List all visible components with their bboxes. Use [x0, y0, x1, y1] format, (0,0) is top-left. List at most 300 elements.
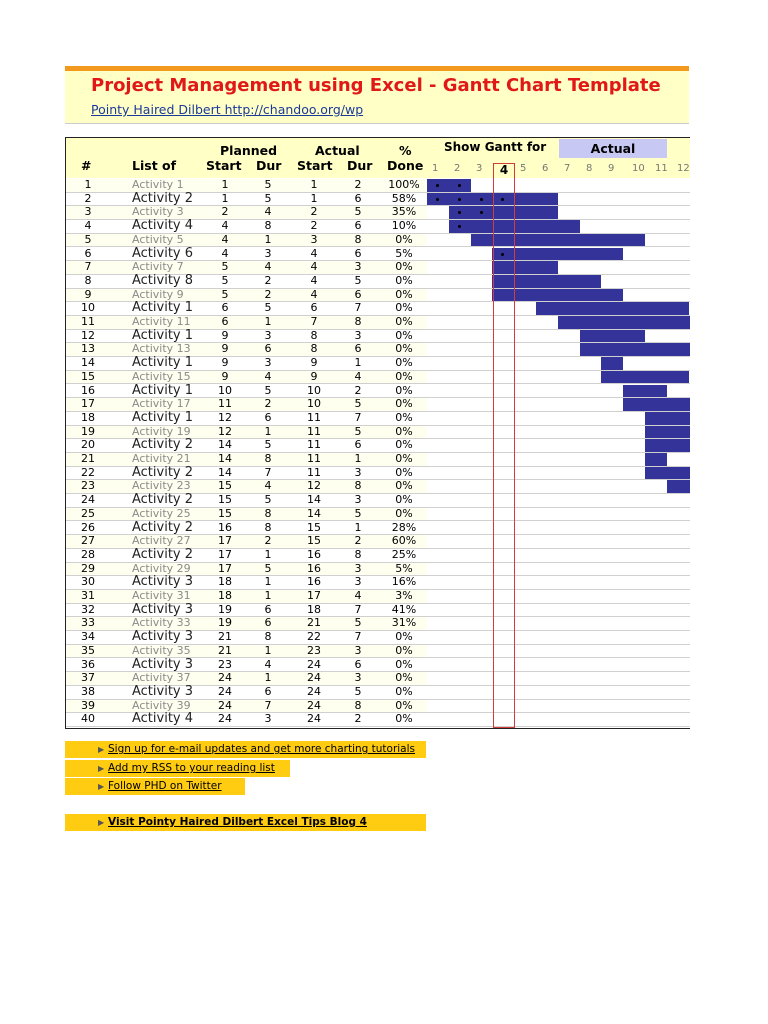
planned-duration: 7: [264, 698, 272, 712]
row-background: [66, 316, 427, 329]
percent-done: 0%: [395, 287, 413, 301]
planned-start: 12: [218, 410, 232, 424]
planned-duration: 5: [264, 438, 272, 452]
planned-duration: 1: [264, 315, 272, 328]
activity-name: Activity 37: [132, 671, 191, 685]
row-background: [66, 409, 427, 425]
arrow-right-icon: ▶: [98, 782, 105, 791]
actual-start: 11: [307, 452, 321, 465]
actual-duration: 3: [354, 643, 362, 657]
period-number: 1: [432, 163, 439, 174]
planned-duration: 5: [264, 191, 272, 205]
table-row: [66, 601, 690, 618]
planned-start: 16: [218, 520, 232, 534]
period-number: 7: [564, 163, 571, 174]
table-row: [66, 409, 690, 426]
planned-duration: 6: [264, 342, 272, 356]
page-header: [65, 71, 689, 123]
row-background: [66, 631, 427, 644]
percent-done: 0%: [395, 328, 413, 342]
row-number: 23: [81, 479, 95, 493]
activity-name: Activity 2: [132, 492, 194, 508]
actual-duration: 7: [354, 630, 362, 644]
blog-link[interactable]: Visit Pointy Haired Dilbert Excel Tips Blog 4: [108, 816, 367, 828]
row-number: 38: [81, 684, 95, 698]
planned-start: 9: [221, 328, 229, 342]
row-background: [66, 261, 427, 274]
percent-done: 0%: [395, 479, 413, 493]
activity-name: Activity 1: [132, 327, 194, 343]
actual-start: 4: [310, 246, 318, 260]
twitter-button[interactable]: [65, 778, 245, 795]
row-background: [66, 519, 427, 535]
actual-header: Actual: [315, 143, 360, 158]
period-number: 8: [586, 163, 593, 174]
planned-start: 17: [218, 534, 232, 548]
activity-name: Activity 2: [132, 464, 194, 480]
row-background: [66, 713, 427, 726]
email-signup-button[interactable]: [65, 741, 426, 758]
actual-start: 14: [307, 493, 321, 507]
actual-duration: 5: [354, 684, 362, 698]
row-background: [66, 371, 427, 384]
planned-duration: 3: [264, 356, 272, 370]
activity-name: Activity 31: [132, 589, 191, 602]
actual-duration: 5: [354, 506, 362, 520]
row-background: [66, 272, 427, 288]
row-background: [66, 683, 427, 699]
planned-start: 2: [221, 205, 229, 219]
percent-done: 16%: [391, 575, 417, 589]
actual-start: 14: [307, 506, 321, 520]
actual-duration: 8: [354, 315, 362, 328]
row-number: 18: [81, 410, 95, 424]
actual-duration: 8: [354, 698, 362, 712]
activity-name: Activity 23: [132, 479, 191, 493]
percent-done: 0%: [395, 684, 413, 698]
activity-name: Activity 2: [132, 546, 194, 562]
percent-done: 0%: [395, 424, 413, 438]
table-row: [66, 302, 690, 316]
activity-name: Activity 35: [132, 643, 191, 657]
table-row: [66, 713, 690, 727]
row-number: 15: [81, 369, 95, 383]
row-background: [66, 601, 427, 617]
email-signup-link[interactable]: Sign up for e-mail updates and get more charting tutorials: [108, 743, 416, 755]
planned-start: 6: [221, 301, 229, 315]
actual-start: 24: [307, 698, 321, 712]
activity-name: Activity 4: [132, 711, 194, 727]
activity-name: Activity 1: [132, 409, 194, 425]
percent-done: 0%: [395, 452, 413, 465]
row-background: [66, 645, 427, 658]
activity-name: Activity 8: [132, 272, 194, 288]
row-background: [66, 464, 427, 480]
activity-name: Activity 39: [132, 698, 191, 712]
table-row: [66, 546, 690, 563]
actual-start: 16: [307, 575, 321, 589]
actual-start: 18: [307, 602, 321, 616]
activity-name: Activity 11: [132, 315, 191, 328]
percent-done: 0%: [395, 438, 413, 452]
row-background: [66, 382, 427, 398]
row-background: [66, 302, 427, 315]
actual-start: 8: [310, 328, 318, 342]
table-row: [66, 464, 690, 481]
planned-start: 5: [221, 287, 229, 301]
row-number: 22: [81, 465, 95, 479]
actual-start: 24: [307, 684, 321, 698]
list-col-header: List of: [132, 158, 177, 173]
row-background: [66, 590, 427, 603]
row-number: 40: [81, 712, 95, 726]
planned-start: 5: [221, 273, 229, 287]
table-row: [66, 245, 690, 262]
planned-duration: 6: [264, 410, 272, 424]
gantt-mode-select[interactable]: Actual: [559, 139, 667, 158]
actual-duration: 3: [354, 493, 362, 507]
planned-duration: 1: [264, 547, 272, 561]
actual-start: 4: [310, 260, 318, 274]
percent-done: 0%: [395, 506, 413, 520]
actual-start: 24: [307, 712, 321, 726]
page-title: Project Management using Excel - Gantt Chart Template: [91, 75, 661, 96]
table-row: [66, 327, 690, 344]
rss-button[interactable]: [65, 760, 290, 777]
actual-duration: 8: [354, 232, 362, 246]
actual-start: 24: [307, 657, 321, 671]
percent-done: 28%: [391, 520, 417, 534]
activity-name: Activity 9: [132, 287, 184, 301]
activity-name: Activity 15: [132, 369, 191, 383]
planned-start: 18: [218, 575, 232, 589]
gantt-bar: [601, 357, 623, 370]
actual-duration: 5: [354, 616, 362, 630]
actual-duration: 8: [354, 479, 362, 493]
actual-start: 9: [310, 369, 318, 383]
planned-start: 14: [218, 438, 232, 452]
actual-duration: 7: [354, 602, 362, 616]
progress-dot: [458, 184, 461, 187]
row-number: 37: [81, 671, 95, 685]
percent-done: 3%: [395, 589, 413, 602]
current-period-highlight: [493, 163, 515, 728]
percent-done: 0%: [395, 630, 413, 644]
gantt-bar: [623, 385, 667, 398]
planned-header: Planned: [220, 143, 278, 158]
gantt-bar: [558, 316, 690, 329]
planned-start: 9: [221, 356, 229, 370]
actual-start: 11: [307, 465, 321, 479]
activity-name: Activity 6: [132, 245, 194, 261]
percent-done: 0%: [395, 383, 413, 397]
percent-done: 31%: [391, 616, 417, 630]
actual-start: 1: [310, 178, 318, 191]
actual-start: 15: [307, 534, 321, 548]
actual-start: 16: [307, 561, 321, 575]
actual-start: 9: [310, 356, 318, 370]
planned-start: 17: [218, 561, 232, 575]
activity-name: Activity 2: [132, 190, 194, 206]
row-number: 33: [81, 616, 95, 630]
activity-name: Activity 3: [132, 205, 184, 219]
gantt-sheet: [65, 137, 690, 729]
percent-done: 0%: [395, 671, 413, 685]
planned-duration: 1: [264, 589, 272, 602]
actual-duration: 1: [354, 452, 362, 465]
row-number: 32: [81, 602, 95, 616]
row-background: [66, 480, 427, 493]
planned-duration: 3: [264, 328, 272, 342]
actual-duration: 2: [354, 534, 362, 548]
row-number: 21: [81, 452, 95, 465]
gantt-bar: [645, 412, 690, 425]
row-background: [66, 656, 427, 672]
row-number: 25: [81, 506, 95, 520]
percent-done: 41%: [391, 602, 417, 616]
planned-start: 24: [218, 698, 232, 712]
gantt-bar: [427, 179, 471, 192]
row-background: [66, 206, 427, 219]
num-col-header: #: [81, 158, 92, 173]
planned-duration: 4: [264, 260, 272, 274]
actual-start: 24: [307, 671, 321, 685]
actual-duration: 2: [354, 178, 362, 191]
actual-start: 23: [307, 643, 321, 657]
activity-name: Activity 3: [132, 656, 194, 672]
blog-button[interactable]: [65, 814, 426, 831]
planned-duration: 5: [264, 178, 272, 191]
row-number: 35: [81, 643, 95, 657]
actual-dur-header: Dur: [347, 158, 373, 173]
row-background: [66, 453, 427, 466]
activity-name: Activity 21: [132, 452, 191, 465]
row-background: [66, 508, 427, 521]
activity-name: Activity 25: [132, 506, 191, 520]
gantt-bar: [645, 467, 690, 480]
actual-duration: 3: [354, 328, 362, 342]
activity-name: Activity 1: [132, 355, 194, 371]
percent-done: 0%: [395, 643, 413, 657]
show-gantt-label: Show Gantt for: [444, 140, 547, 154]
planned-duration: 8: [264, 506, 272, 520]
author-link[interactable]: Pointy Haired Dilbert http://chandoo.org/wp: [91, 102, 364, 117]
actual-duration: 6: [354, 342, 362, 356]
actual-start: 3: [310, 232, 318, 246]
row-background: [66, 700, 427, 713]
planned-start: 4: [221, 232, 229, 246]
actual-start: 11: [307, 424, 321, 438]
row-background: [66, 563, 427, 576]
table-row: [66, 190, 690, 207]
activity-name: Activity 7: [132, 260, 184, 274]
percent-done: 0%: [395, 698, 413, 712]
row-number: 7: [84, 260, 92, 274]
activity-name: Activity 13: [132, 342, 191, 356]
row-number: 36: [81, 657, 95, 671]
percent-done: 0%: [395, 260, 413, 274]
row-number: 14: [81, 356, 95, 370]
planned-start: 4: [221, 219, 229, 233]
planned-duration: 1: [264, 643, 272, 657]
table-row: [66, 683, 690, 700]
row-number: 17: [81, 397, 95, 411]
planned-start: 23: [218, 657, 232, 671]
period-number: 11: [655, 163, 668, 174]
actual-duration: 7: [354, 301, 362, 315]
row-background: [66, 327, 427, 343]
actual-start: 2: [310, 205, 318, 219]
row-number: 10: [81, 301, 95, 315]
row-background: [66, 439, 427, 452]
row-number: 28: [81, 547, 95, 561]
percent-done: 0%: [395, 342, 413, 356]
arrow-right-icon: ▶: [98, 745, 105, 754]
table-row: [66, 382, 690, 399]
row-number: 13: [81, 342, 95, 356]
planned-start: 24: [218, 671, 232, 685]
row-background: [66, 179, 427, 192]
table-row: [66, 631, 690, 645]
planned-start: 12: [218, 424, 232, 438]
activity-name: Activity 29: [132, 561, 191, 575]
twitter-link[interactable]: Follow PHD on Twitter: [108, 780, 222, 792]
percent-done: 35%: [391, 205, 417, 219]
row-number: 3: [84, 205, 92, 219]
actual-duration: 5: [354, 273, 362, 287]
row-number: 11: [81, 315, 95, 328]
table-row: [66, 576, 690, 590]
planned-start: 6: [221, 315, 229, 328]
actual-start: 1: [310, 191, 318, 205]
actual-start: 11: [307, 438, 321, 452]
planned-start: 14: [218, 452, 232, 465]
progress-dot: [480, 198, 483, 201]
table-row: [66, 494, 690, 508]
actual-start: 6: [310, 301, 318, 315]
planned-duration: 2: [264, 534, 272, 548]
period-number: 10: [632, 163, 645, 174]
planned-start: 19: [218, 602, 232, 616]
row-background: [66, 190, 427, 206]
planned-duration: 1: [264, 424, 272, 438]
planned-start: 21: [218, 643, 232, 657]
row-background: [66, 546, 427, 562]
percent-done: 5%: [395, 561, 413, 575]
row-number: 9: [84, 287, 92, 301]
planned-start: 18: [218, 589, 232, 602]
planned-duration: 2: [264, 273, 272, 287]
planned-start: 24: [218, 712, 232, 726]
percent-done: 60%: [391, 534, 417, 548]
actual-start: 21: [307, 616, 321, 630]
activity-name: Activity 4: [132, 218, 194, 234]
planned-start: 14: [218, 465, 232, 479]
planned-start: 5: [221, 260, 229, 274]
row-background: [66, 245, 427, 261]
period-number: 9: [608, 163, 615, 174]
activity-name: Activity 17: [132, 397, 191, 411]
row-background: [66, 289, 427, 302]
planned-duration: 2: [264, 397, 272, 411]
row-background: [66, 234, 427, 247]
actual-duration: 4: [354, 369, 362, 383]
gantt-bar: [580, 343, 690, 356]
planned-duration: 5: [264, 561, 272, 575]
row-background: [66, 494, 427, 507]
gantt-bar: [580, 330, 645, 343]
period-number: 6: [542, 163, 549, 174]
gantt-bar: [536, 302, 689, 315]
planned-start: 10: [218, 383, 232, 397]
actual-start: 17: [307, 589, 321, 602]
percent-done: 0%: [395, 369, 413, 383]
actual-duration: 2: [354, 712, 362, 726]
planned-dur-header: Dur: [256, 158, 282, 173]
percent-done: 0%: [395, 232, 413, 246]
activity-name: Activity 27: [132, 534, 191, 548]
actual-start-header: Start: [297, 158, 333, 173]
actual-duration: 5: [354, 424, 362, 438]
row-number: 29: [81, 561, 95, 575]
gantt-bar: [645, 453, 667, 466]
planned-duration: 6: [264, 602, 272, 616]
activity-name: Activity 1: [132, 382, 194, 398]
percent-done: 0%: [395, 397, 413, 411]
percent-done: 58%: [391, 191, 417, 205]
row-background: [66, 398, 427, 411]
percent-done: 0%: [395, 657, 413, 671]
planned-start: 15: [218, 493, 232, 507]
actual-duration: 1: [354, 356, 362, 370]
planned-duration: 2: [264, 287, 272, 301]
planned-duration: 5: [264, 383, 272, 397]
actual-start: 8: [310, 342, 318, 356]
actual-duration: 7: [354, 410, 362, 424]
activity-name: Activity 1: [132, 300, 194, 316]
actual-start: 22: [307, 630, 321, 644]
activity-name: Activity 19: [132, 424, 191, 438]
row-number: 19: [81, 424, 95, 438]
actual-start: 7: [310, 315, 318, 328]
activity-name: Activity 3: [132, 601, 194, 617]
planned-duration: 5: [264, 301, 272, 315]
row-background: [66, 672, 427, 685]
planned-start: 21: [218, 630, 232, 644]
actual-start: 15: [307, 520, 321, 534]
planned-duration: 3: [264, 246, 272, 260]
actual-duration: 8: [354, 547, 362, 561]
percent-done: 0%: [395, 315, 413, 328]
actual-duration: 4: [354, 589, 362, 602]
actual-duration: 3: [354, 465, 362, 479]
actual-duration: 6: [354, 246, 362, 260]
actual-start: 2: [310, 219, 318, 233]
actual-duration: 3: [354, 561, 362, 575]
percent-done: 10%: [391, 219, 417, 233]
row-background: [66, 576, 427, 589]
period-number: 5: [520, 163, 527, 174]
done-header: Done: [387, 158, 424, 173]
row-background: [66, 220, 427, 233]
planned-start: 19: [218, 616, 232, 630]
planned-duration: 4: [264, 369, 272, 383]
gantt-bar: [645, 439, 690, 452]
percent-done: 5%: [395, 246, 413, 260]
rss-link[interactable]: Add my RSS to your reading list: [108, 762, 275, 774]
planned-start: 24: [218, 684, 232, 698]
row-number: 31: [81, 589, 95, 602]
